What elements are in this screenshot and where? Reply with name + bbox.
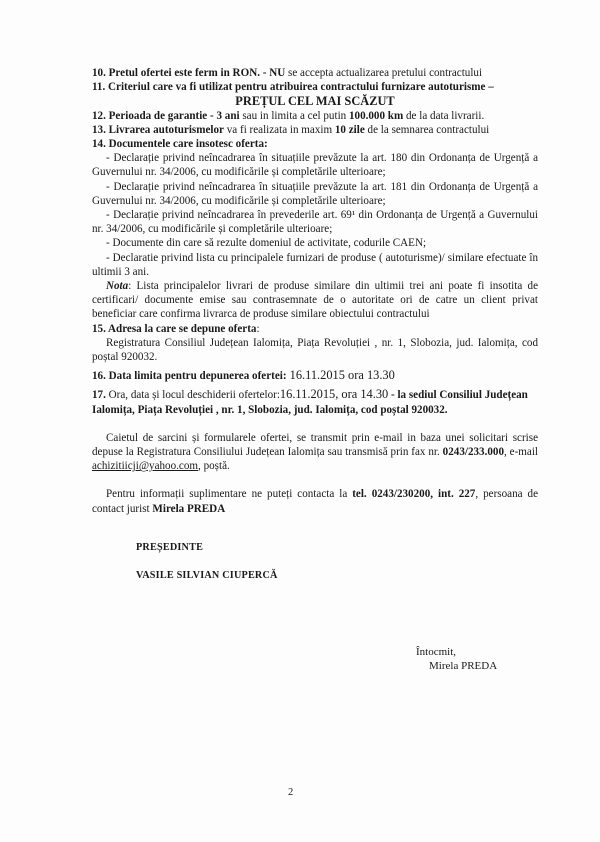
item-12-text: sau in limita a cel putin: [239, 109, 349, 122]
prepared-by-block: [416, 645, 497, 673]
tender-docs-paragraph: [92, 431, 538, 474]
item-13-text: va fi realizata in maxim: [223, 123, 335, 136]
document-item: - Documente din care să rezulte domeniul de activitate, codurile CAEN;: [106, 237, 427, 250]
contact-phone: tel. 0243/230200, int. 227: [352, 488, 476, 501]
submission-address: Registratura Consiliul Județean Ialomița, Piața Revoluției , nr. 1, Slobozia, jud. Ialomița, cod poștal 920032.: [92, 336, 538, 364]
email-link[interactable]: achizitiicji@yahoo.com: [92, 460, 199, 473]
contact-paragraph: [92, 487, 538, 515]
submission-deadline: 16.11.2015 ora 13.30: [286, 368, 395, 383]
item-12: [92, 109, 538, 123]
item-15-label: 15. Adresa la care se depune oferta: [92, 322, 257, 335]
opening-date: 16.11.2015, ora 14.30: [279, 387, 389, 402]
award-criterion-value: PREȚUL CEL MAI SCĂZUT: [235, 94, 395, 109]
item-10-label: 10. Pretul ofertei este ferm in RON. - NU: [92, 67, 286, 79]
item-10-text: se accepta actualizarea pretului contractului: [285, 67, 483, 79]
item-17: [92, 387, 538, 416]
item-17-number: 17.: [92, 389, 106, 402]
contact-person: Mirela PREDA: [152, 502, 226, 515]
item-15-heading: [92, 322, 538, 336]
contact-person-label: , persoana de contact jurist: [92, 488, 538, 515]
nota-text: : Lista principalelor livrari de produse similare din ultimii trei ani poate fi insotita de certificari/ documente emise sau contrasemnate de o autoritate ori de catre un client privat beneficiar care confirma livrarca de produse similare obiectului contractului: [92, 280, 538, 321]
document-item: - Declarație privind neîncadrarea în situațiile prevăzute la art. 181 din Ordonanța de Urgență a Guvernului nr. 34/2006, cu modificările și completările ulterioare;: [92, 180, 538, 207]
item-12-tail: de la data livrarii.: [403, 109, 485, 122]
item-11: 11. Criteriul care va fi utilizat pentru atribuirea contractului furnizare autoturisme –: [92, 81, 494, 94]
item-10: [92, 66, 538, 80]
tender-docs-text: Caietul de sarcini și formularele ofertei, se transmit prin e-mail in baza unei solicitari scrise depuse la Registratura Consiliului Județean Ialomița sau transmisă prin fax nr.: [92, 431, 538, 459]
document-body: [92, 66, 538, 516]
document-item: - Declarație privind neîncadrarea în prevederile art. 69¹ din Ordonanța de Urgență a Guvernului nr. 34/2006, cu modificările și completările ulterioare;: [92, 209, 538, 236]
document-item: - Declarație privind neîncadrarea în situațiile prevăzute la art. 180 din Ordonanța de Urgență a Guvernului nr. 34/2006, cu modificările și completările ulterioare;: [92, 152, 538, 179]
item-13-days: 10 zile: [334, 123, 365, 136]
prepared-by-name: Mirela PREDA: [429, 660, 498, 672]
item-15-colon: :: [256, 322, 260, 335]
page-number: 2: [288, 787, 294, 798]
signatory-title: PREȘEDINTE: [136, 542, 204, 553]
item-13-tail: de la semnarea contractului: [364, 123, 490, 136]
item-16: [92, 368, 538, 383]
item-14-heading: 14. Documentele care insotesc oferta:: [92, 138, 268, 151]
item-17-label: Ora, data și locul deschiderii ofertelor:: [105, 389, 280, 402]
nota-label: Nota: [106, 280, 129, 293]
item-12-km: 100.000 km: [348, 109, 404, 122]
fax-number: 0243/233.000: [442, 446, 504, 459]
item-16-label: 16. Data limita pentru depunerea ofertei:: [92, 370, 287, 383]
item-12-label: 12. Perioada de garantie - 3 ani: [92, 109, 240, 122]
nota-paragraph: [92, 279, 538, 322]
contact-text: Pentru informații suplimentare ne puteți contacta la: [106, 488, 353, 501]
signature-block: [136, 542, 278, 581]
tender-docs-tail: , poștă.: [198, 460, 230, 473]
signatory-name: VASILE SILVIAN CIUPERCĂ: [136, 570, 278, 581]
tender-docs-sep: , e-mail: [504, 446, 538, 459]
prepared-by-label: Întocmit,: [416, 646, 457, 658]
opening-location: - la sediul Consiliul Județean Ialomița, Piața Revoluției , nr. 1, Slobozia, jud. Ialomița, cod poștal 920032.: [92, 389, 528, 416]
document-item: - Declaratie privind lista cu principalele furnizari de produse ( autoturisme)/ similare efectuate în ultimii 3 ani.: [92, 251, 538, 278]
item-13: [92, 123, 538, 137]
item-13-label: 13. Livrarea autoturismelor: [92, 123, 224, 136]
